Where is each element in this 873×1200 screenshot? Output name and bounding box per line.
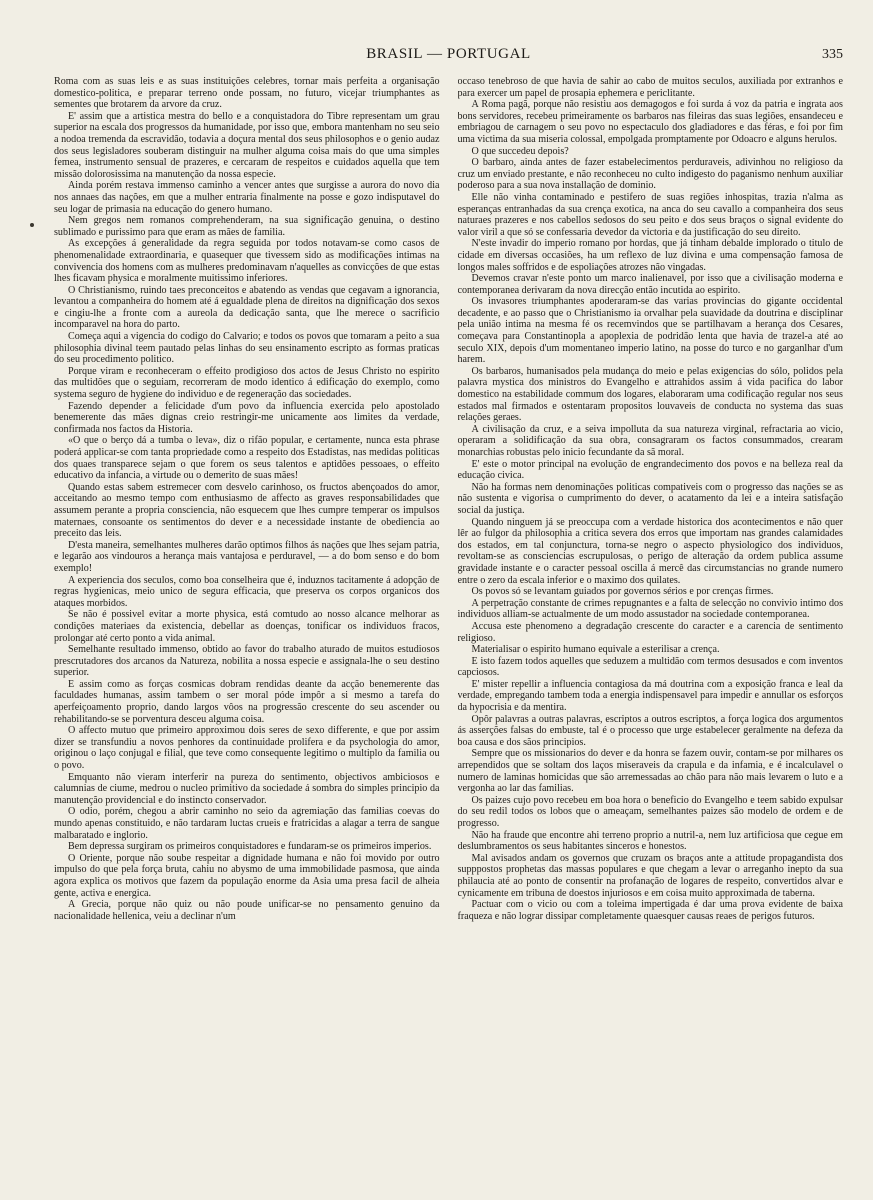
paragraph: «O que o berço dá a tumba o leva», diz o rifão popular, e certamente, nunca esta phrase poderá applicar-se com tanta propriedade como a respeito dos Estadistas, nas medidas politicas dos quaes transparece sejam o que forem os seus talentos e aptidões pessoaes, o effeito educativo da infancia, a virtude ou o demerito de suas mães!: [54, 435, 440, 482]
paragraph: Os paizes cujo povo recebeu em boa hora o beneficio do Evangelho e teem sabido expulsar do seu redil todos os lobos que o ameaçam, semelhantes paizes são modelo de ordem e de progresso.: [457, 794, 843, 829]
paragraph: E' este o motor principal na evolução de engrandecimento dos povos e na belleza real da educação civica.: [457, 458, 843, 482]
paragraph: Elle não vinha contaminado e pestifero de suas regiões inhospitas, trazia n'alma as esperanças entranhadas da sua crença exotica, na anca do seu cavallo a companheira dos seus naturaes prazeres e nos cabellos sedosos do seu peito e dos seus braços o signal evidente do valor viril a que só se confessaria devedor da victoria e da justificação do seu direito.: [457, 191, 843, 238]
paragraph: Opôr palavras a outras palavras, escriptos a outros escriptos, a força logica dos argumentos ás asserções falsas do embuste, tal é o processo que urge estabelecer geralmente na defeza da boa causa e dos sãos principios.: [457, 713, 843, 748]
paragraph: E' mister repellir a influencia contagiosa da má doutrina com a exposição franca e leal da verdade, empregando tambem toda a energia indispensavel para impedir e annullar os esforços da hypocrisia e da mentira.: [457, 678, 843, 714]
paragraph: Começa aqui a vigencia do codigo do Calvario; e todos os povos que tomaram a peito a sua philosophia divinal teem pautado pelas linhas do seu ensinamento escripto as formas praticas do seu procedimento politico.: [54, 331, 440, 366]
paragraph: O que succedeu depois?: [471, 145, 569, 157]
running-head-title: BRASIL — PORTUGAL: [366, 46, 531, 62]
paragraph: O odio, porém, chegou a abrir caminho no seio da agremiação das familias coevas do mundo apenas constituido, e não tardaram luctas crueis e fratricidas a alagar a terra de sangue malbaratado e inglorio.: [54, 806, 440, 841]
paragraph: Os povos só se levantam guiados por governos sérios e por crenças firmes.: [471, 586, 774, 598]
paragraph: E isto fazem todos aquelles que seduzem a multidão com termos desusados e com inventos capciosos.: [457, 655, 843, 679]
paragraph: Nem gregos nem romanos comprehenderam, na sua significação genuina, o destino sublimado e purissimo para que eram as mães de familia.: [54, 215, 440, 238]
paragraph: occaso tenebroso de que havia de sahir ao cabo de muitos seculos, auxiliada por extranhos e para exercer um papel de prosapia ephemera e periclitante.: [457, 76, 843, 99]
margin-dot: [30, 223, 34, 227]
left-column: [54, 76, 440, 1178]
paragraph: Não ha formas nem denominações politicas compativeis com o progresso das nações se as não sustenta e vigorisa o cumprimento do dever, o acatamento da lei e a inteira satisfação social da justiça.: [457, 481, 843, 516]
right-column: [458, 76, 844, 1178]
page-number: 335: [822, 47, 843, 62]
text-columns: [54, 76, 843, 1178]
paragraph: Semelhante resultado immenso, obtido ao favor do trabalho aturado de muitos estudiosos prescrutadores dos arcanos da Natureza, nobilita a nossa especie e assignala-lhe o seu destino superior.: [54, 644, 440, 679]
paragraph: Devemos cravar n'este ponto um marco inalienavel, por isso que a civilisação moderna e contemporanea derivaram da nova direcção então incutida ao espirito.: [457, 273, 843, 296]
paragraph: As excepções á generalidade da regra seguida por todos notavam-se como casos de phenomenalidade extraordinaria, e quasequer que tivessem sido as modificações intimas na convivencia dos homens com as mulheres predominavam n'aquelles as convicções de que estas lhes ficavam physica e moralmente muitissimo inferiores.: [54, 238, 440, 285]
paragraph: O barbaro, ainda antes de fazer estabelecimentos perduraveis, adivinhou no religioso da cruz um enviado prestante, e não reconheceu no culto indigesto do paganismo nenhum auxiliar poderoso para a sua nova installação de dominio.: [457, 157, 843, 192]
paragraph: Os invasores triumphantes apoderaram-se das varias provincias do gigante occidental decadente, e ao passo que o Christianismo ia orvalhar pela suavidade da doutrina e disciplinar pela união intima na mesma fé os recemvindos que se partilhavam a herança dos Cesares, começava para Constantinopla a apoplexia de podridão lenta que havia de trazel-a até ao seculo XIX, depois d'um momentaneo imperio latino, na posse do turco e no garganlhar d'um harem.: [457, 296, 843, 366]
paragraph: Roma com as suas leis e as suas instituições celebres, tornar mais perfeita a organisação domestico-politica, e preparar terreno onde possam, no futuro, vicejar triumphantes as sementes que brotarem da arvore da cruz.: [54, 76, 440, 111]
paragraph: Ainda porém restava immenso caminho a vencer antes que surgisse a aurora do novo dia nos annaes das nações, em que a mulher entraria finalmente na posse e gozo indisputavel do seu logar de primasia na educação do genero humano.: [54, 180, 440, 215]
paragraph: Mal avisados andam os governos que cruzam os braços ante a attitude propagandista dos supppostos prophetas das massas populares e que chegam a levar o arreganho inepto da sua philaucia até ao ponto de consentir na profanação de logares de respeito, convertidos alvar e cynicamente em tribuna de doestos injuriosos e em coisa muito approximada de taberna.: [457, 852, 843, 899]
paragraph: Fazendo depender a felicidade d'um povo da influencia exercida pelo apostolado benemerente das mães dignas creio restringir-me unicamente aos limites da verdade, confirmada nos factos da Historia.: [54, 400, 440, 435]
paragraph: O affecto mutuo que primeiro approximou dois seres de sexo differente, e que por assim dizer se transfundiu a novos penhores da continuidade prolifera e da psychologia do amor, originou o laço conjugal e filial, que teve como consequente legitimo o multiplo da familia ou o povo.: [54, 725, 440, 772]
paragraph: Materialisar o espirito humano equivale a esterilisar a crença.: [471, 644, 720, 656]
paragraph: Sempre que os missionarios do dever e da honra se fazem ouvir, contam-se por milhares os arrependidos que se soltam dos laços miseraveis da crapula e da infamia, e é incalculavel o numero de laminas homicidas que são arremessadas ao chão para não mais levarem o luto e a vergonha ao lar das familias.: [457, 748, 843, 795]
paragraph: Accusa este phenomeno a degradação crescente do caracter e a carencia de sentimento religioso.: [457, 620, 843, 644]
paragraph: Se não é possivel evitar a morte physica, está comtudo ao nosso alcance melhorar as condições materiaes da existencia, debellar as doenças, tonificar os individuos fracos, prolongar até certo ponto a vida animal.: [54, 609, 440, 644]
paragraph: Bem depressa surgiram os primeiros conquistadores e fundaram-se os primeiros imperios.: [68, 841, 432, 853]
paragraph: A experiencia dos seculos, como boa conselheira que é, induznos tacitamente á adopção de regras hygienicas, meio unico de segura efficacia, que preserva os corpos organicos dos ataques morbidos.: [54, 574, 440, 609]
paragraph: O Oriente, porque não soube respeitar a dignidade humana e não foi movido por outro impulso do que pela força bruta, cahiu no abysmo de uma immobilidade pasmosa, que ainda agora explica os motivos que fazem da população enorme da Asia uma presa facil de alheia gente, activa e energica.: [54, 852, 440, 899]
running-head: [54, 44, 843, 68]
paragraph: Pactuar com o vicio ou com a toleima impertigada é dar uma prova evidente de baixa fraqueza e não lograr dissipar completamente quaesquer causas reaes de perigos futuros.: [457, 899, 843, 922]
paragraph: A Grecia, porque não quiz ou não poude unificar-se no pensamento genuino da nacionalidade hellenica, veiu a declinar n'um: [54, 899, 440, 922]
paragraph: E' assim que a artistica mestra do bello e a conquistadora do Tibre representam um grau superior na escala dos progressos da humanidade, por isso que, embora mantenham no seu seio a nodoa tremenda da escravidão, todavia a doçura mental dos seus philosophos e o genio audaz dos seus legisladores souberam distinguir na mulher alguma coisa mais do que uma simples femea, instrumento sensual de prazeres, e cercaram de respeitos e cuidados aquella que tem missão dolorosissima na manutenção da nossa especie.: [54, 110, 440, 180]
paragraph: Porque viram e reconheceram o effeito prodigioso dos actos de Jesus Christo no espirito das multidões que o seguiam, recorreram de modo identico á edificação do exemplo, como systema seguro de hygiene do individuo e de regeneração das sociedades.: [54, 365, 440, 401]
paragraph: A Roma pagã, porque não resistiu aos demagogos e foi surda á voz da patria e ingrata aos bons servidores, recebeu primeiramente os barbaros nas fileiras das suas legiões, ensandeceu e embriagou de carnagem o seu povo no espectaculo dos gladiadores e das féras, e foi por fim uma victima da sua miseria colossal, empolgada promptamente por Odoacro e alguns herulos.: [457, 99, 843, 145]
paragraph: A perpetração constante de crimes repugnantes e a falta de selecção no convivio intimo dos individuos alliam-se actualmente de um modo assustador na sociedade contemporanea.: [457, 597, 843, 621]
paragraph: A civilisação da cruz, e a seiva impolluta da sua natureza virginal, refractaria ao vicio, operaram a solidificação da sua obra, consagraram os factos consummados, crearam monarchias robustas pelo inicio fecundante da sã moral.: [457, 423, 843, 458]
paragraph: N'este invadir do imperio romano por hordas, que já tinham debalde implorado o titulo de cidade em diversas occasiões, ha um reflexo de luz divina e uma compensação famosa de longos males soffridos e de espoliações atrozes não vingadas.: [457, 238, 843, 273]
paragraph: Quando estas sabem estremecer com desvelo carinhoso, os fructos abençoados do amor, acceitando ao mesmo tempo com enthusiasmo de affecto as graves responsabilidades que assumem perante a propria consciencia, não esquecem que lhes cumpre temperar os impulsos maternaes, consoante os sentimentos do dever e a necessidade instante de obediencia ao preceito das leis.: [54, 481, 440, 540]
paragraph: O Christianismo, ruindo taes preconceitos e abatendo as vendas que cegavam a ignorancia, levantou a companheira do homem até á egualdade plena de direitos na dignificação dos sexos e cingiu-lhe a fronte com a aureola da dedicação santa, que lhe merece o sacrificio incomparavel na hora do parto.: [54, 284, 440, 331]
paragraph: Emquanto não vieram interferir na pureza do sentimento, objectivos ambiciosos e calumnias de ciume, medrou o nucleo primitivo da sociedade á sombra do simples principio da manutenção providencial e do instincto conservador.: [54, 771, 440, 806]
paragraph: Os barbaros, humanisados pela mudança do meio e pelas exigencias do sólo, polidos pela palavra mystica dos ministros do Evangelho e attrahidos assim á vida pacifica do labor domestico na estabilidade commum dos logares, elaboraram uma codificação regular nos seus estados mal firmados e ostentaram propositos louvaveis de conducta no systema das suas relações geraes.: [457, 365, 843, 424]
paragraph: D'esta maneira, semelhantes mulheres darão optimos filhos ás nações que lhes sejam patria, e legarão aos vindouros a herança mais vantajosa e perduravel, — a do bom senso e do bom exemplo!: [54, 539, 440, 574]
paragraph: Quando ninguem já se preoccupa com a verdade historica dos acontecimentos e não quer lêr ao fulgor da philosophia a critica severa dos erros que importam nas grandes calamidades dos estados, em tal conjunctura, torna-se negro o aspecto physiologico dos individuos, revoltam-se as consciencias escrupulosas, o perigo de alteração da ordem publica assume gravidade instante e o caracter pessoal oscilla á mercê das circumstancias no grande numero entre o zero da escala inferior e o maximo dos quilates.: [457, 516, 843, 586]
paragraph: E assim como as forças cosmicas dobram rendidas deante da acção benemerente das faculdades humanas, assim tambem o ser moral póde impôr a si mesmo a tarefa do aperfeiçoamento proprio, dando largos vôos na progressão crescente do seu ascender ou rehabilitando-se se porventura desceu alguma coisa.: [54, 678, 440, 725]
paragraph: Não ha fraude que encontre ahi terreno proprio a nutril-a, nem luz artificiosa que cegue em deslumbramentos os seus habitantes sinceros e honestos.: [457, 829, 843, 853]
